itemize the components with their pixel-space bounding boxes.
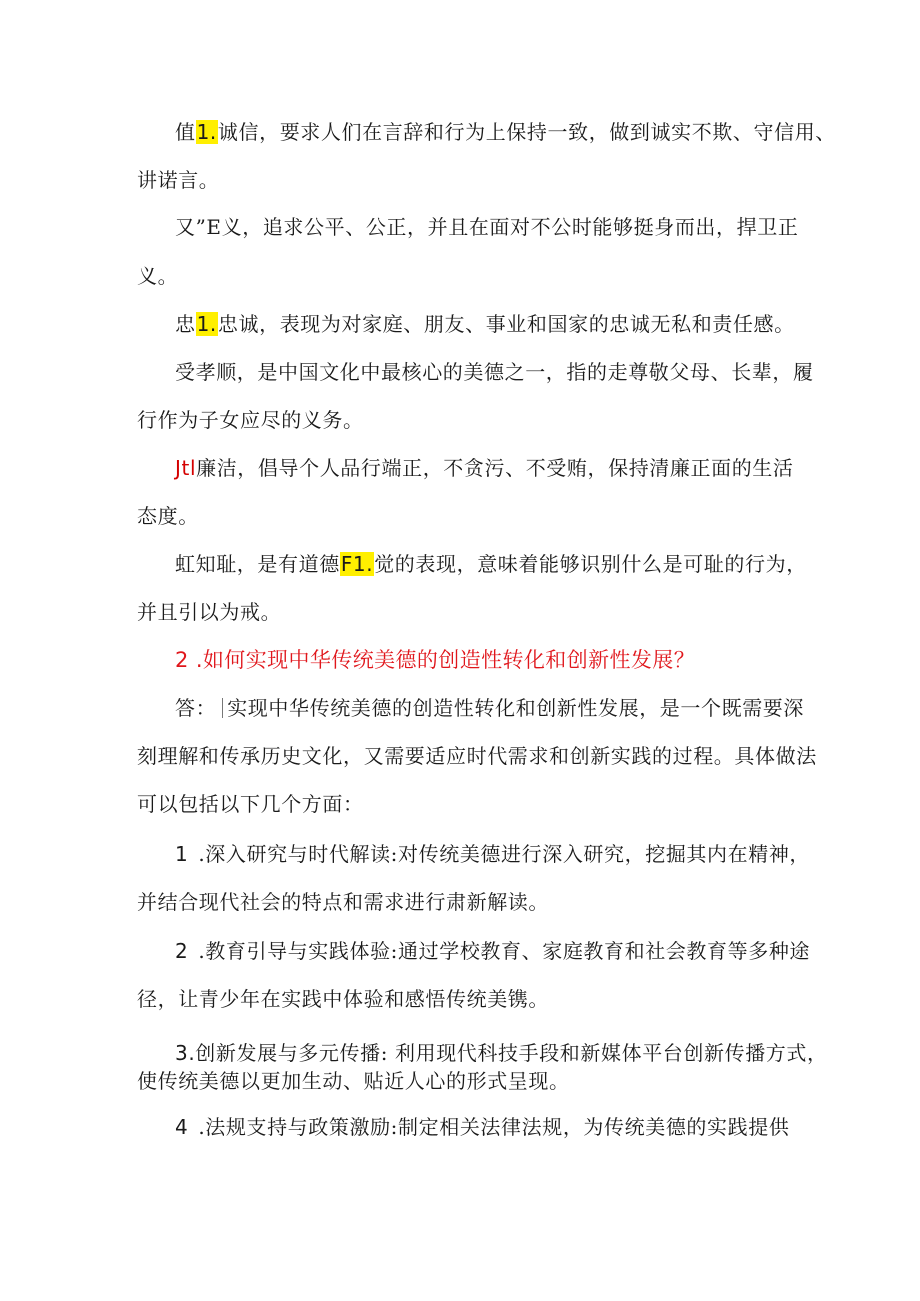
paragraph-integrity-line2: 讲诺言。 <box>137 168 220 192</box>
text: .教育引导与实践体验:通过学校教育、家庭教育和社会教育等多种途 <box>198 939 811 963</box>
paragraph-justice-line2: 义。 <box>137 264 179 288</box>
text: 创新发展与多元传播: 利用现代科技手段和新媒体平台创新传播方式， <box>195 1041 828 1065</box>
text: 廉洁，倡导个人品行端正，不贪污、不受贿，保持清廉正面的生活 <box>196 456 794 480</box>
cursor-bar <box>222 698 223 718</box>
list-item-2-line1 <box>175 938 810 964</box>
answer-line1 <box>175 695 804 721</box>
item-number: 3. <box>175 1041 196 1065</box>
red-marker: Jtl <box>175 456 197 480</box>
char-prefix: 忠 <box>175 312 196 336</box>
paragraph-loyalty-line1 <box>175 311 795 337</box>
paragraph-honesty-line1 <box>175 455 794 481</box>
text: .深入研究与时代解读:对传统美德进行深入研究，挖掘其内在精神， <box>198 842 811 866</box>
text: 诚信，要求人们在言辞和行为上保持一致，做到诚实不欺、守信用、 <box>217 120 836 144</box>
answer-line3: 可以包括以下几个方面： <box>137 792 364 816</box>
text-pre: 虹知耻，是有道德 <box>175 552 340 576</box>
paragraph-justice-line1: 又”E义，追求公平、公正，并且在面对不公时能够挺身而出，捍卫正 <box>175 215 799 239</box>
char-prefix: 值 <box>175 120 196 144</box>
list-item-1-line2: 并结合现代社会的特点和需求进行肃新解读。 <box>137 890 549 914</box>
paragraph-integrity-line1 <box>175 119 836 145</box>
paragraph-honesty-line2: 态度。 <box>137 504 199 528</box>
list-item-1-line1 <box>175 841 810 867</box>
paragraph-shame-line2: 并且引以为戒。 <box>137 600 282 624</box>
text: .法规支持与政策激励:制定相关法律法规，为传统美德的实践提供 <box>198 1115 790 1139</box>
highlight-mark: F1. <box>340 552 374 576</box>
item-number: 2 <box>175 939 189 963</box>
highlight-mark: 1. <box>196 120 217 144</box>
answer-label: 答： <box>175 696 217 720</box>
item-number: 1 <box>175 842 189 866</box>
text: 忠诚，表现为对家庭、朋友、事业和国家的忠诚无私和责任感。 <box>217 312 795 336</box>
paragraph-filial-line2: 行作为子女应尽的义务。 <box>137 408 364 432</box>
list-item-2-line2: 径，让青少年在实践中体验和感悟传统美镌。 <box>137 987 549 1011</box>
list-item-4-line1 <box>175 1114 789 1140</box>
list-item-3-line2: 使传统美德以更加生动、贴近人心的形式呈现。 <box>137 1069 570 1093</box>
text-post: 觉的表现，意味着能够识别什么是可耻的行为， <box>374 552 807 576</box>
item-number: 4 <box>175 1115 189 1139</box>
list-item-3-line1 <box>175 1040 828 1066</box>
text: 实现中华传统美德的创造性转化和创新性发展，是一个既需要深 <box>227 696 805 720</box>
paragraph-filial-line1: 受孝顺，是中国文化中最核心的美德之一，指的走尊敬父母、长辈，履 <box>175 360 814 384</box>
question-heading: 2 .如何实现中华传统美德的创造性转化和创新性发展？ <box>175 648 696 672</box>
highlight-mark: 1. <box>196 312 217 336</box>
answer-line2: 刻理解和传承历史文化，又需要适应时代需求和创新实践的过程。具体做法 <box>137 744 817 768</box>
paragraph-shame-line1 <box>175 551 807 577</box>
